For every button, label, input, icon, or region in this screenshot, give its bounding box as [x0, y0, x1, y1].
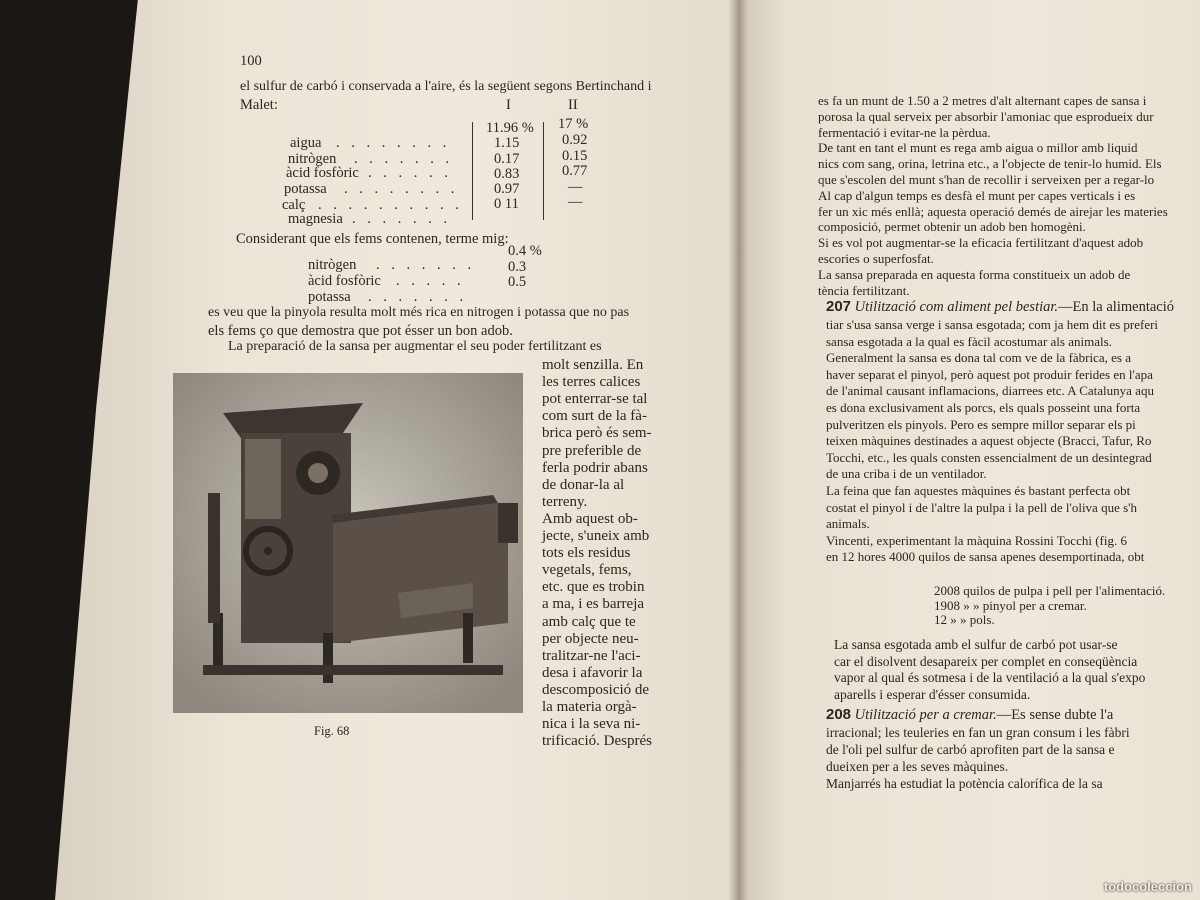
- side-column-line: Amb aquest ob-: [542, 510, 638, 527]
- table1-row-value-ii: 0.77: [562, 163, 588, 179]
- side-column-line: tots els residus: [542, 545, 631, 562]
- side-column-line: desa i afavorir la: [542, 664, 643, 681]
- dot-leader: . . . . . .: [368, 165, 452, 181]
- right-page-line: Si es vol pot augmentar-se la eficacia fertilitzant d'aquest adob: [818, 235, 1144, 251]
- side-column-line: pre preferible de: [542, 442, 642, 459]
- right-page-line: es dona exclusivament als porcs, els quals posseint una forta: [826, 400, 1141, 415]
- right-page-line: irracional; les teuleries en fan un gran consum i les fàbri: [826, 725, 1130, 740]
- section-208-heading: [826, 706, 1113, 724]
- right-page-line: de una criba i de un ventilador.: [826, 466, 987, 482]
- table2-row-label: potassa: [308, 289, 351, 305]
- yield-line: 2008 quilos de pulpa i pell per l'alimentació.: [934, 583, 1166, 598]
- yield-line: 1908 » » pinyol per a cremar.: [934, 597, 1087, 613]
- right-page-line: De tant en tant el munt es rega amb aigua o millor amb liquid: [818, 140, 1138, 156]
- right-page-line: haver separat el pinyol, però aquest pot produir ferides en l'apa: [826, 366, 1153, 382]
- section-title: Utilització com aliment pel bestiar.: [854, 299, 1059, 315]
- side-column-line: pot enterrar-se tal: [542, 391, 648, 408]
- side-column-line: molt senzilla. En: [542, 357, 644, 373]
- side-column-line: nica i la seva ni-: [542, 716, 641, 733]
- right-page-line: animals.: [826, 516, 870, 532]
- table1-row-value-ii: —: [568, 194, 583, 210]
- machine-illustration: [173, 373, 523, 713]
- side-column-line: terreny.: [542, 493, 588, 510]
- side-column-line: jecte, s'uneix amb: [542, 528, 650, 544]
- yield-line: 12 » » pols.: [934, 612, 995, 627]
- right-page-line: que s'escolen del munt s'han de recollir i serveixen per a regar-lo: [818, 172, 1155, 187]
- right-page-line: en 12 hores 4000 quilos de sansa apenes desemportinada, obt: [826, 549, 1145, 565]
- intro-line-1: el sulfur de carbó i conservada a l'aire, és la següent segons Bertinchand i: [240, 79, 652, 94]
- table1-row-value-i: 1.15: [494, 135, 520, 151]
- table1-rule-right: [543, 122, 544, 220]
- right-page-line: Generalment la sansa es dona tal com ve de la fàbrica, es a: [826, 350, 1131, 366]
- right-page-line: es fa un munt de 1.50 a 2 metres d'alt alternant capes de sansa i: [818, 93, 1147, 108]
- table1-header-i: I: [506, 97, 511, 113]
- right-page-line: pulveritzen els pinyols. Pero es sempre millor separar els pi: [826, 416, 1136, 432]
- figure-caption: Fig. 68: [314, 724, 350, 738]
- table1-row-label: nitrògen: [288, 151, 337, 167]
- paragraph-line: es veu que la pinyola resulta molt més rica en nitrogen i potassa que no pas: [208, 305, 630, 320]
- section-number: 208: [826, 706, 852, 723]
- right-page-line: nics com sang, orina, letrina etc., a l'objecte de tenir-lo humid. Els: [818, 156, 1162, 172]
- side-column-line: a ma, i es barreja: [542, 596, 645, 613]
- section-title-rest: —En la alimentació: [1058, 299, 1175, 315]
- side-column-line: com surt de la fà-: [542, 408, 647, 425]
- right-page-line: fermentació i evitar-ne la pèrdua.: [818, 124, 991, 140]
- right-page-line: vapor al qual és sotmesa i de la ventilació a la qual s'expo: [834, 670, 1146, 685]
- table1-row-value-i: 0.17: [494, 151, 520, 167]
- table1-rule-left: [472, 122, 473, 220]
- right-page-line: composició, permet obtenir un adob ben homogèni.: [818, 219, 1086, 235]
- side-column-line: per objecte neu-: [542, 630, 639, 647]
- side-column-line: trificació. Després: [542, 733, 652, 750]
- table2-row-label: nitrògen: [308, 257, 357, 273]
- table1-row-label: àcid fosfòric: [286, 165, 359, 181]
- side-column-line: amb calç que te: [542, 613, 636, 630]
- table1-row-value-ii: 0.15: [562, 148, 588, 164]
- right-page-line: Vincenti, experimentant la màquina Rossini Tocchi (fig. 6: [826, 532, 1127, 548]
- right-page-line: teixen màquines destinades a aquest objecte (Bracci, Tafur, Ro: [826, 433, 1152, 449]
- table1-row-value-i: 11.96 %: [486, 120, 534, 136]
- dot-leader: . . . . . . .: [352, 211, 452, 227]
- book-gutter: [728, 0, 748, 900]
- right-page-line: Tocchi, etc., les quals consten essencialment de un desintegrad: [826, 449, 1152, 465]
- dot-leader: . . . . . . . .: [336, 135, 451, 151]
- page-number: 100: [240, 53, 262, 69]
- watermark: todocoleccion: [1103, 879, 1192, 894]
- intro-line-2: Malet:: [240, 97, 278, 113]
- right-page-line: sansa esgotada a la qual es fàcil acostumar als animals.: [826, 333, 1112, 349]
- section-207-heading: [826, 298, 1174, 316]
- side-column-line: tralitzar-ne l'aci-: [542, 647, 641, 664]
- dot-leader: . . . . .: [396, 273, 465, 289]
- right-page-line: Al cap d'algun temps es desfà el munt per capes verticals i es: [818, 187, 1136, 203]
- table1-row-label: potassa: [284, 181, 327, 197]
- table1-row-value-i: 0.83: [494, 166, 520, 182]
- side-column-line: ferla podrir abans: [542, 459, 648, 476]
- side-column-line: etc. que es trobin: [542, 579, 645, 596]
- table1-row-label: calç: [282, 197, 306, 213]
- right-page-line: Manjarrés ha estudiat la potència calorífica de la sa: [826, 776, 1103, 791]
- side-column-line: descomposició de: [542, 681, 650, 698]
- right-page-line: La sansa preparada en aquesta forma constitueix un adob de: [818, 266, 1131, 282]
- table2-row-label: àcid fosfòric: [308, 273, 381, 289]
- side-column-line: de donar-la al: [542, 476, 625, 493]
- right-page-line: de l'oli pel sulfur de carbó aprofiten part de la sansa e: [826, 742, 1115, 757]
- dot-leader: . . . . . . .: [354, 151, 454, 167]
- section-title-rest: —Es sense dubte l'a: [996, 707, 1114, 723]
- table1-row-value-i: 0.97: [494, 181, 520, 197]
- table1-row-label: aigua: [290, 135, 322, 151]
- right-page-line: porosa la qual serveix per absorbir l'amoniac que esprodueix dur: [818, 108, 1154, 124]
- right-page-line: car el disolvent desapareix per complet en conseqüència: [834, 653, 1138, 669]
- dot-leader: . . . . . . . . . .: [318, 197, 463, 213]
- side-column-line: brica però és sem-: [542, 425, 652, 442]
- section-number: 207: [826, 298, 852, 315]
- right-page-line: tiar s'usa sansa verge i sansa esgotada; com ja hem dit es preferi: [826, 317, 1159, 332]
- paragraph-line: La preparació de la sansa per augmentar el seu poder fertilitzant es: [228, 339, 602, 354]
- table1-row-value-ii: 17 %: [558, 116, 589, 132]
- right-page-line: costat el pinyol i de l'altre la pulpa i la pell de l'oliva que s'h: [826, 499, 1137, 515]
- right-page-line: de l'animal causant inflamacions, diarrees etc. A Catalunya aqu: [826, 383, 1154, 399]
- dot-leader: . . . . . . .: [368, 289, 468, 305]
- table2-row-value: 0.5: [508, 274, 527, 290]
- dot-leader: . . . . . . . .: [344, 181, 459, 197]
- right-page-line: aparells i esperar d'ésser consumida.: [834, 686, 1031, 702]
- side-column-line: vegetals, fems,: [542, 562, 632, 579]
- paragraph-line: els fems ço que demostra que pot ésser un bon adob.: [208, 323, 513, 339]
- right-page-line: escories o superfosfat.: [818, 251, 934, 266]
- table1-row-label: magnesia: [288, 211, 343, 227]
- table1-row-value-ii: —: [568, 179, 583, 195]
- dot-leader: . . . . . . .: [376, 257, 476, 273]
- table1-header-ii: II: [568, 97, 578, 113]
- right-page-line: tència fertilitzant.: [818, 282, 910, 298]
- table2-row-value: 0.4 %: [508, 243, 542, 259]
- table1-row-value-ii: 0.92: [562, 132, 588, 148]
- table1-row-value-i: 0 11: [494, 196, 519, 212]
- considerant-line: Considerant que els fems contenen, terme mig:: [236, 231, 509, 247]
- table2-row-value: 0.3: [508, 259, 527, 275]
- right-page-line: dueixen per a les seves màquines.: [826, 759, 1009, 774]
- section-title: Utilització per a cremar.: [854, 707, 997, 723]
- right-page-line: La feina que fan aquestes màquines és bastant perfecta obt: [826, 483, 1131, 498]
- right-page-line: fer un xic més enllà; aquesta operació demés de airejar les materies: [818, 203, 1168, 219]
- side-column-line: les terres calices: [542, 374, 641, 391]
- right-page-line: La sansa esgotada amb el sulfur de carbó pot usar-se: [834, 637, 1118, 652]
- side-column-line: la materia orgà-: [542, 699, 637, 715]
